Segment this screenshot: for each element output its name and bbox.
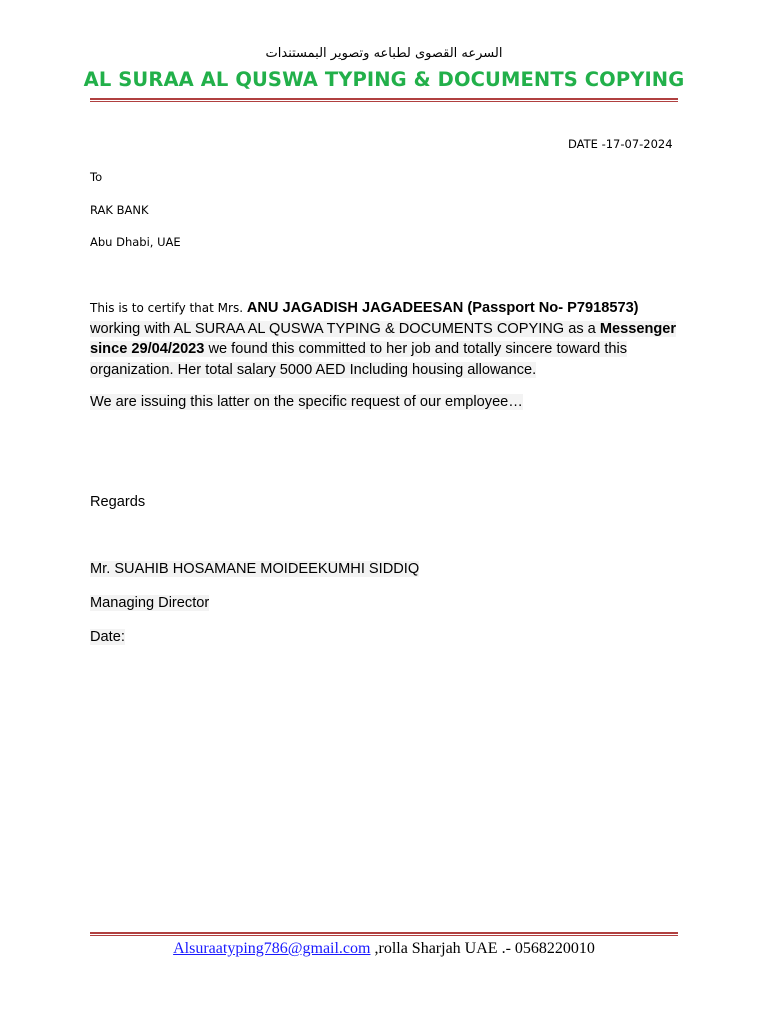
- company-name: AL SURAA AL QUSWA TYPING & DOCUMENTS COPYING: [83, 68, 685, 91]
- position-text: Messenger since 29/04/2023: [90, 320, 677, 357]
- signer-date-label: Date:: [90, 629, 125, 645]
- request-statement: We are issuing this latter on the specific request of our employee…: [90, 394, 523, 410]
- letter-date: DATE -17-07-2024: [568, 137, 673, 151]
- employee-name: ANU JAGADISH JAGADEESAN (Passport No- P7918573): [246, 300, 639, 316]
- working-with-text: working with AL SURAA AL QUSWA TYPING & DOCUMENTS COPYING as a: [90, 320, 600, 337]
- certification-paragraph: [90, 298, 680, 380]
- signer-title: Managing Director: [90, 595, 210, 611]
- header-divider: [90, 98, 678, 102]
- to-label: To: [90, 170, 103, 184]
- footer-contact: [0, 940, 768, 958]
- footer-address: ,rolla Sharjah UAE .- 0568220010: [370, 940, 595, 957]
- signer-name: Mr. SUAHIB HOSAMANE MOIDEEKUMHI SIDDIQ: [90, 561, 420, 577]
- arabic-company-name: السرعه القصوى لطباعه وتصوير البمستندات: [265, 46, 503, 61]
- certify-lead: This is to certify that Mrs.: [90, 301, 247, 315]
- commitment-text: we found this committed to her job and totally sincere toward this organization. Her total salary 5000 AED Including housing allowance.: [90, 341, 628, 378]
- regards: Regards: [90, 494, 146, 510]
- email-link[interactable]: Alsuraatyping786@gmail.com: [173, 940, 371, 957]
- footer-divider: [90, 932, 678, 936]
- recipient-name: RAK BANK: [90, 203, 149, 217]
- recipient-city: Abu Dhabi, UAE: [90, 235, 181, 249]
